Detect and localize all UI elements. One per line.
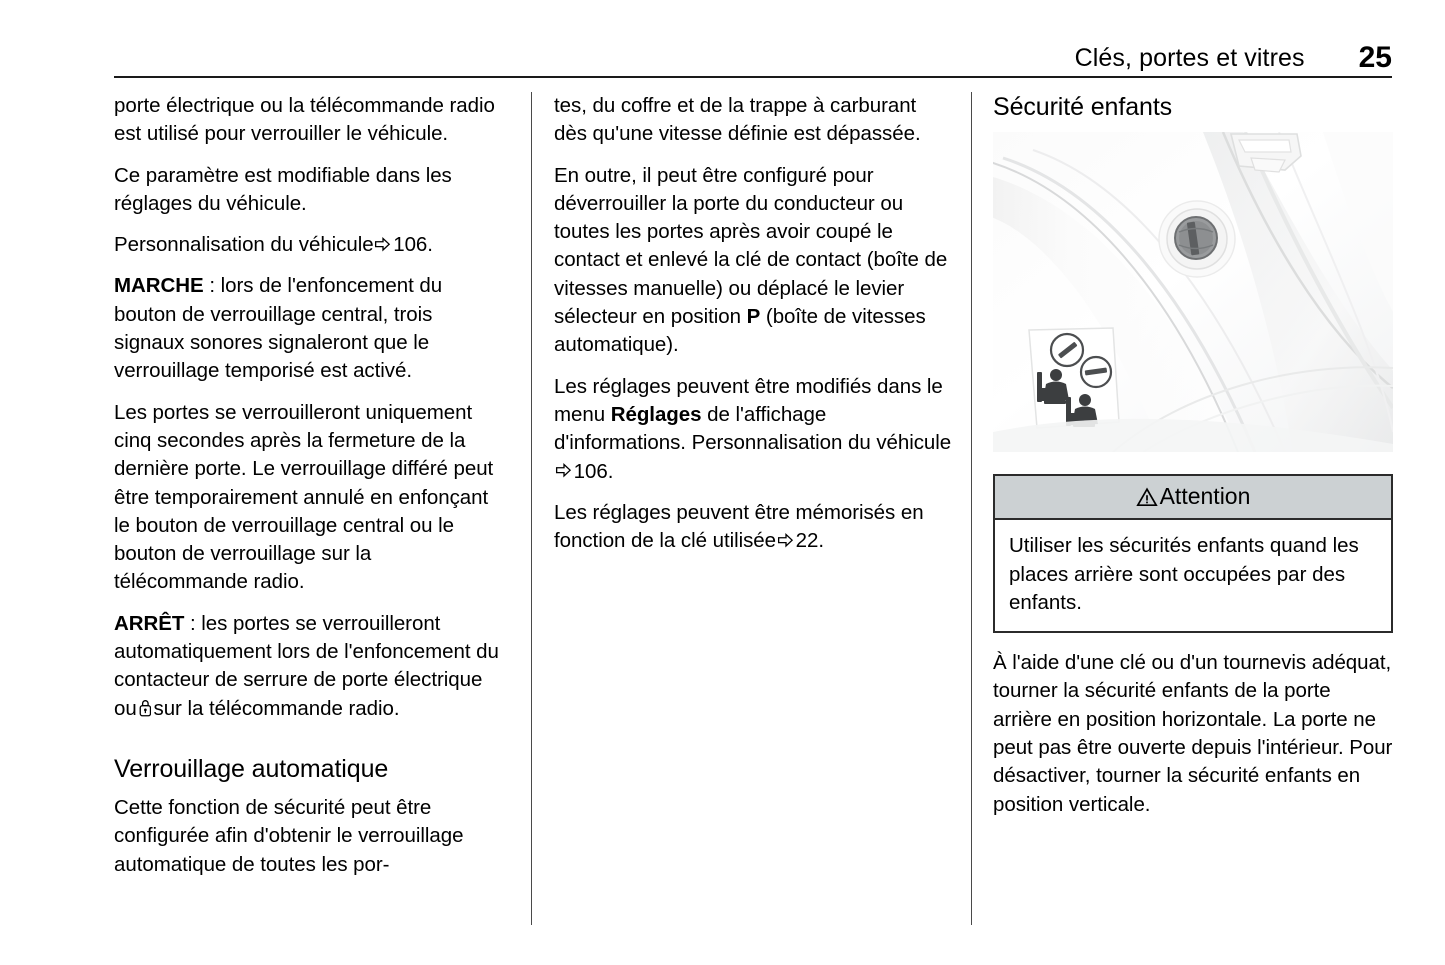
- xref-page: 106.: [393, 233, 433, 257]
- gear-position-p-label: P: [746, 305, 761, 329]
- paragraph: Ce paramètre est modifiable dans les réglages du véhicule.: [114, 163, 452, 215]
- column-divider-1: [531, 92, 532, 925]
- xref-page: 106.: [573, 459, 614, 483]
- photo-inner: [993, 132, 1393, 452]
- column-3: [993, 92, 1393, 819]
- memorises-text: Les réglages peuvent être mémorisés en fonction de la clé utilisée: [554, 500, 924, 553]
- arrow-right-outline-icon: [555, 462, 571, 478]
- paragraph: Les portes se verrouilleront uniquement cinq secondes après la fermeture de la dernière porte. Le verrouillage différé peut être temporairement annulé en enfonçant le bouton de verrouillage central ou le bouton de verrouillage sur la télécommande radio.: [114, 400, 494, 594]
- paragraph-arret: [114, 610, 506, 723]
- xref-label: Personnalisation du véhicule: [114, 233, 374, 257]
- reglages-text-1: Les réglages peuvent être modifiés dans le menu: [554, 374, 943, 426]
- column-1: [114, 92, 506, 879]
- arrow-right-outline-icon: [374, 236, 390, 252]
- section-heading-securite-enfants: Sécurité enfants: [993, 93, 1173, 121]
- page-number: 25: [1358, 41, 1392, 74]
- page-columns: [0, 92, 1445, 932]
- paragraph: À l'aide d'une clé ou d'un tournevis adéquat, tourner la sécurité enfants de la porte arrière en position horizontale. La porte ne peut pas être ouverte depuis l'intérieur. Pour désactiver, tourner la sécurité enfants en position verticale.: [993, 651, 1393, 816]
- arret-text-before: : les portes se verrouilleront automatiquement lors de l'enfoncement du contacteur de serrure de porte électrique ou: [114, 611, 499, 720]
- warning-box-attention: [993, 474, 1393, 633]
- page-header: [114, 36, 1392, 78]
- paragraph: porte électrique ou la télécommande radio est utilisé pour verrouiller le véhicule.: [114, 94, 495, 146]
- marche-text: : lors de l'enfoncement du bouton de verrouillage central, trois signaux sonores signaleront que le verrouillage temporisé est activé.: [114, 274, 443, 383]
- paragraph-memorises: [554, 499, 952, 556]
- menu-reglages-label: Réglages: [610, 402, 702, 426]
- arrow-right-outline-icon: [777, 532, 793, 548]
- page-title: Clés, portes et vitres: [1074, 44, 1305, 72]
- paragraph-reglages: [554, 373, 952, 486]
- car-door-child-safety-lock-photo: [993, 132, 1393, 452]
- paragraph-marche: [114, 272, 506, 385]
- paragraph-en-outre: [554, 162, 952, 360]
- paragraph: Cette fonction de sécurité peut être configurée afin d'obtenir le verrouillage automatique de toutes les por-: [114, 795, 464, 876]
- warning-triangle-icon: [1136, 487, 1158, 507]
- warning-box-body: Utiliser les sécurités enfants quand les places arrière sont occupées par des enfants.: [1009, 534, 1359, 614]
- arret-text-after: sur la télécommande radio.: [153, 696, 400, 720]
- paragraph: tes, du coffre et de la trappe à carburant dès qu'une vitesse définie est dépassée.: [554, 94, 921, 146]
- warning-box-header: [995, 476, 1391, 520]
- arret-label: ARRÊT: [114, 611, 185, 635]
- reglages-text-2: de l'affichage d'informations. Personnalisation du véhicule: [554, 402, 952, 455]
- section-heading-verrouillage-automatique: Verrouillage automatique: [114, 754, 389, 783]
- column-2: [554, 92, 952, 555]
- warning-box-title: Attention: [1159, 483, 1251, 509]
- cross-reference-personnalisation: [114, 231, 506, 259]
- xref-page: 22.: [795, 529, 825, 553]
- padlock-icon: [139, 699, 152, 717]
- marche-label: MARCHE: [114, 274, 204, 298]
- en-outre-text-1: En outre, il peut être configuré pour déverrouiller la porte du conducteur ou toutes les portes après avoir coupé le contact et enlevé la clé de contact (boîte de vitesses manuelle) ou déplacé le levier sélecteur en position: [554, 163, 948, 329]
- en-outre-text-2: (boîte de vitesses automatique).: [554, 305, 926, 357]
- column-divider-2: [971, 92, 972, 925]
